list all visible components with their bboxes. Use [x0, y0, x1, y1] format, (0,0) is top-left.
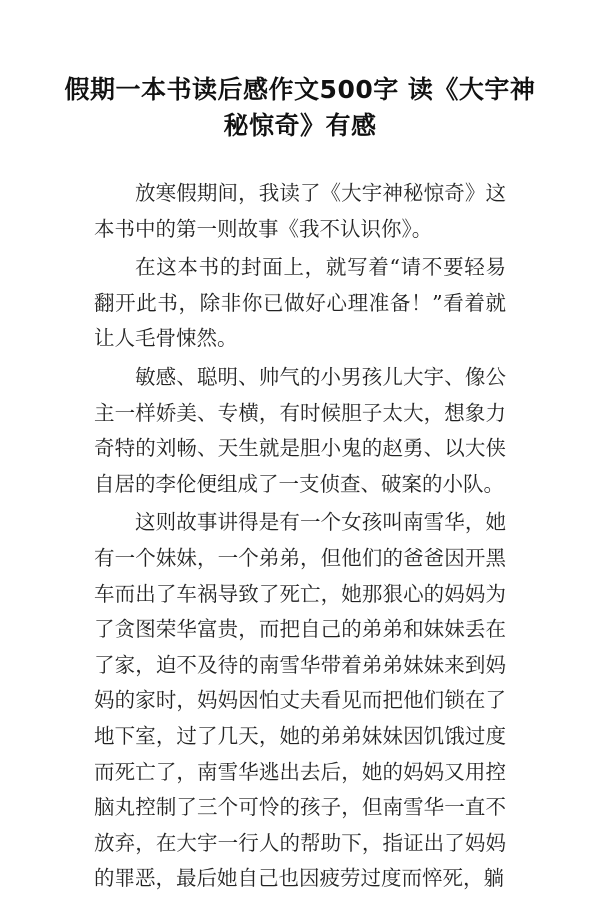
- document-body: [94, 176, 506, 900]
- paragraph-1: 放寒假期间，我读了《大宇神秘惊奇》这本书中的第一则故事《我不认识你》。: [94, 181, 506, 241]
- paragraph-4: 这则故事讲得是有一个女孩叫南雪华，她有一个妹妹，一个弟弟，但他们的爸爸因开黑车而出了车祸导致了死亡，她那狠心的妈妈为了贪图荣华富贵，而把自己的弟弟和妹妹丢在了家，迫不及待的南雪华带着弟弟妹妹来到妈妈的家时，妈妈因怕丈夫看见而把他们锁在了地下室，过了几天，她的弟弟妹妹因饥饿过度而死亡了，南雪华逃出去后，她的妈妈又用控脑丸控制了三个可怜的孩子，但南雪华一直不放弃，在大宇一行人的帮助下，指证出了妈妈的罪恶，最后她自己也因疲劳过度而悴死，躺: [94, 510, 506, 891]
- document-title: 假期一本书读后感作文500字 读《大宇神秘惊奇》有感: [64, 75, 536, 140]
- paragraph-3: 敏感、聪明、帅气的小男孩儿大宇、像公主一样娇美、专横，有时候胆子太大，想象力奇特的刘畅、天生就是胆小鬼的赵勇、以大侠自居的李伦便组成了一支侦查、破案的小队。: [94, 364, 506, 496]
- paragraph-2: 在这本书的封面上，就写着“请不要轻易翻开此书，除非你已做好心理准备！”看着就让人毛骨悚然。: [94, 255, 506, 351]
